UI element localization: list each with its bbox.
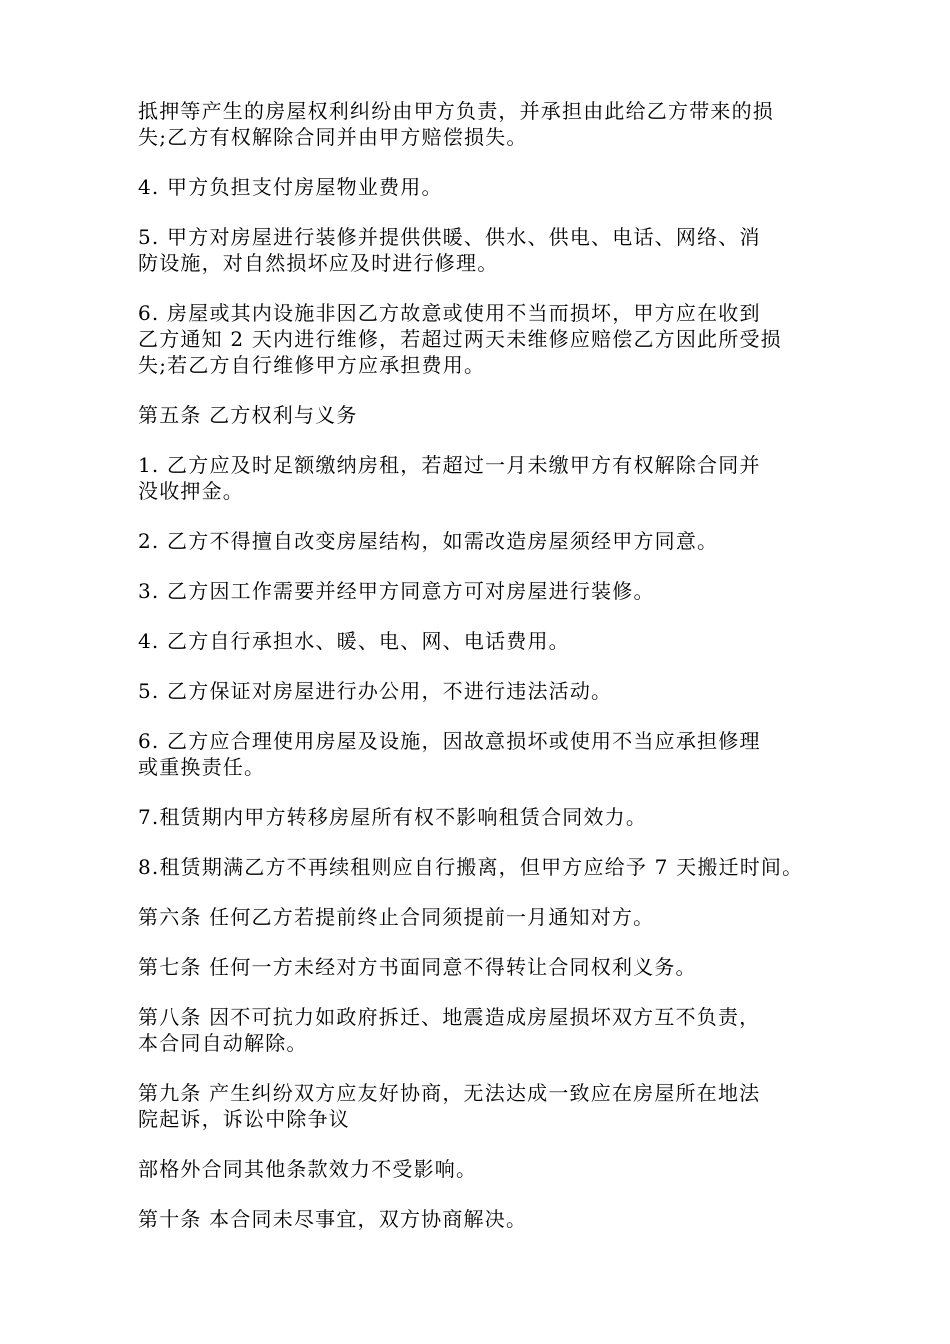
text-line: 第五条 乙方权利与义务	[138, 403, 358, 427]
paragraph-article-9	[138, 1080, 818, 1132]
text-line: 1. 乙方应及时足额缴纳房租，若超过一月未缴甲方有权解除合同并	[138, 453, 761, 477]
paragraph-b-item-6-proper-use	[138, 728, 818, 780]
text-line: 6. 房屋或其内设施非因乙方故意或使用不当而损坏，甲方应在收到	[138, 301, 761, 325]
paragraph-article-8	[138, 1004, 818, 1056]
text-line: 院起诉，诉讼中除争议	[138, 1107, 350, 1131]
paragraph-b-item-5-office-use	[138, 678, 818, 704]
text-line: 4. 乙方自行承担水、暖、电、网、电话费用。	[138, 629, 570, 653]
text-line: 2. 乙方不得擅自改变房屋结构，如需改造房屋须经甲方同意。	[138, 529, 719, 553]
text-line: 7.租赁期内甲方转移房屋所有权不影响租赁合同效力。	[138, 805, 648, 829]
text-line: 失;若乙方自行维修甲方应承担费用。	[138, 353, 486, 377]
paragraph-b-item-3-renovation	[138, 578, 818, 604]
text-line: 8.租赁期满乙方不再续租则应自行搬离，但甲方应给予 7 天搬迁时间。	[138, 855, 804, 879]
text-line: 防设施，对自然损坏应及时进行修理。	[138, 251, 499, 275]
paragraph-article-10	[138, 1206, 818, 1232]
text-line: 失;乙方有权解除合同并由甲方赔偿损失。	[138, 125, 528, 149]
paragraph-b-item-1-rent	[138, 452, 818, 504]
text-line: 抵押等产生的房屋权利纠纷由甲方负责，并承担由此给乙方带来的损	[138, 99, 774, 123]
text-line: 部格外合同其他条款效力不受影响。	[138, 1157, 478, 1181]
text-line: 没收押金。	[138, 479, 244, 503]
text-line: 第十条 本合同未尽事宜，双方协商解决。	[138, 1207, 528, 1231]
text-line: 本合同自动解除。	[138, 1031, 308, 1055]
paragraph-item-6-repairs	[138, 300, 818, 378]
text-line: 第九条 产生纠纷双方应友好协商，无法达成一致应在房屋所在地法	[138, 1081, 761, 1105]
paragraph-clause-4-continued	[138, 98, 818, 150]
paragraph-b-item-8-lease-end	[138, 854, 818, 880]
paragraph-item-5-facilities	[138, 224, 818, 276]
heading-article-5	[138, 402, 818, 428]
text-line: 或重换责任。	[138, 755, 266, 779]
text-line: 6. 乙方应合理使用房屋及设施，因故意损坏或使用不当应承担修理	[138, 729, 761, 753]
text-line: 5. 乙方保证对房屋进行办公用，不进行违法活动。	[138, 679, 613, 703]
text-line: 乙方通知 2 天内进行维修，若超过两天未维修应赔偿乙方因此所受损	[138, 327, 782, 351]
paragraph-article-9-continued	[138, 1156, 818, 1182]
paragraph-b-item-4-utilities	[138, 628, 818, 654]
text-line: 第八条 因不可抗力如政府拆迁、地震造成房屋损坏双方互不负责，	[138, 1005, 761, 1029]
paragraph-b-item-2-structure	[138, 528, 818, 554]
text-line: 第六条 任何乙方若提前终止合同须提前一月通知对方。	[138, 905, 655, 929]
text-line: 第七条 任何一方未经对方书面同意不得转让合同权利义务。	[138, 955, 697, 979]
paragraph-b-item-7-ownership-transfer	[138, 804, 818, 830]
document-page	[138, 98, 818, 1256]
text-line: 5. 甲方对房屋进行装修并提供供暖、供水、供电、电话、网络、消	[138, 225, 761, 249]
paragraph-item-4-property-fee	[138, 174, 818, 200]
text-line: 4. 甲方负担支付房屋物业费用。	[138, 175, 443, 199]
paragraph-article-7	[138, 954, 818, 980]
text-line: 3. 乙方因工作需要并经甲方同意方可对房屋进行装修。	[138, 579, 655, 603]
paragraph-article-6	[138, 904, 818, 930]
